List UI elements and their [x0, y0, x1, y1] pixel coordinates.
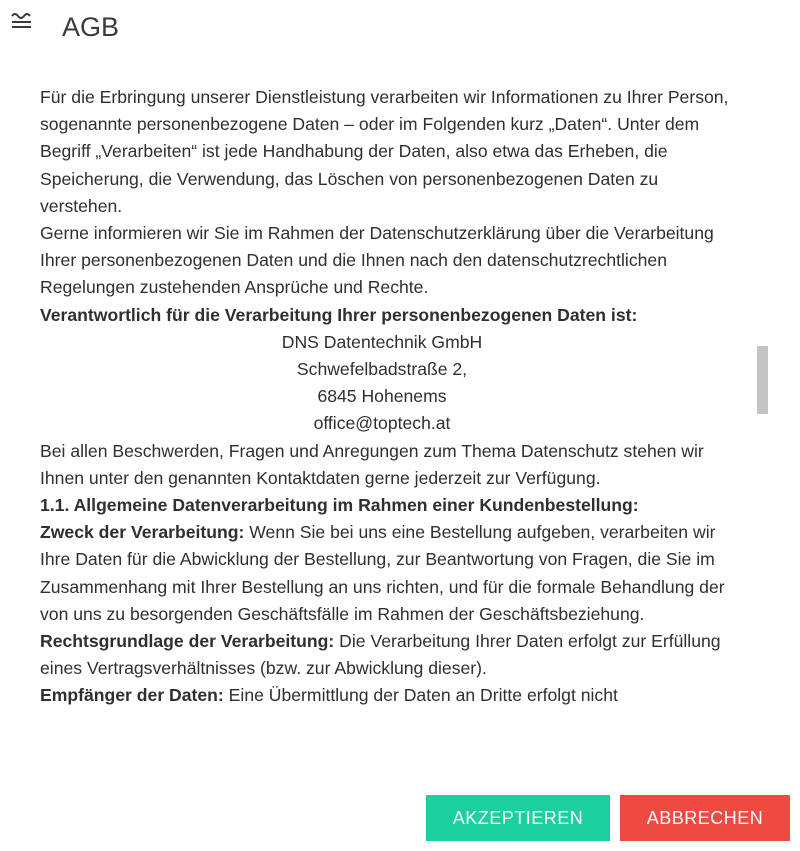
complaints-paragraph: Bei allen Beschwerden, Fragen und Anregungen zum Thema Datenschutz stehen wir Ihnen unter den genannten Kontaktdaten gerne jederzeit zur Verfügung.	[40, 440, 704, 488]
accept-button[interactable]: AKZEPTIEREN	[426, 795, 610, 841]
controller-heading: Verantwortlich für die Verarbeitung Ihrer personenbezogenen Daten ist:	[40, 304, 638, 325]
address-company: DNS Datentechnik GmbH	[281, 331, 483, 352]
scrollbar-track[interactable]	[754, 56, 770, 776]
page-title: AGB	[62, 12, 120, 42]
intro-paragraph-2: Gerne informieren wir Sie im Rahmen der Datenschutzerklärung über die Verarbeitung Ihrer personenbezogenen Daten und die Ihnen nach den datenschutzrechtlichen Regelungen zustehenden Ansprüche und Rechte.	[40, 223, 714, 298]
address-email: office@toptech.at	[313, 413, 451, 434]
intro-paragraph: Für die Erbringung unserer Dienstleistung verarbeiten wir Informationen zu Ihrer Person, sogenannte personenbezogene Daten – oder im Folgenden kurz „Daten“. Unter dem Begriff „Verarbeiten“ ist jede Handhabung der Daten, also etwa das Erheben, die Speicherung, die Verwendung, das Löschen von personenbezogenen Daten zu verstehen.	[40, 87, 729, 216]
legal-basis-paragraph	[40, 628, 740, 682]
purpose-label: Zweck der Verarbeitung:	[40, 522, 245, 543]
recipients-label: Empfänger der Daten:	[40, 685, 224, 706]
recipients-text: Eine Übermittlung der Daten an Dritte erfolgt nicht	[223, 685, 618, 706]
legal-basis-label: Rechtsgrundlage der Verarbeitung:	[40, 631, 335, 652]
recipients-paragraph	[40, 682, 740, 709]
dialog-header	[0, 0, 800, 56]
dialog-footer	[0, 790, 800, 851]
cancel-button[interactable]: ABBRECHEN	[620, 795, 790, 841]
terms-content	[40, 84, 740, 774]
address-street: Schwefelbadstraße 2,	[296, 359, 468, 380]
purpose-text: Wenn Sie bei uns eine Bestellung aufgeben, verarbeiten wir Ihre Daten für die Abwicklung der Bestellung, zur Beantwortung von Fragen, die Sie im Zusammenhang mit Ihrer Bestellung an uns richten, und für die formale Behandlung der von uns zu besorgenden Geschäftsfälle im Rahmen der Geschäftsbeziehung.	[40, 522, 725, 624]
legal-basis-text: Die Verarbeitung Ihrer Daten erfolgt zur Erfüllung eines Vertragsverhältnisses (bzw. zur Abwicklung dieser).	[40, 631, 721, 679]
section-heading: 1.1. Allgemeine Datenverarbeitung im Rahmen einer Kundenbestellung:	[40, 495, 639, 516]
purpose-paragraph	[40, 519, 740, 628]
address-city: 6845 Hohenems	[317, 386, 447, 407]
scrollbar-thumb[interactable]	[757, 346, 768, 414]
menu-lines-icon[interactable]	[10, 10, 34, 32]
